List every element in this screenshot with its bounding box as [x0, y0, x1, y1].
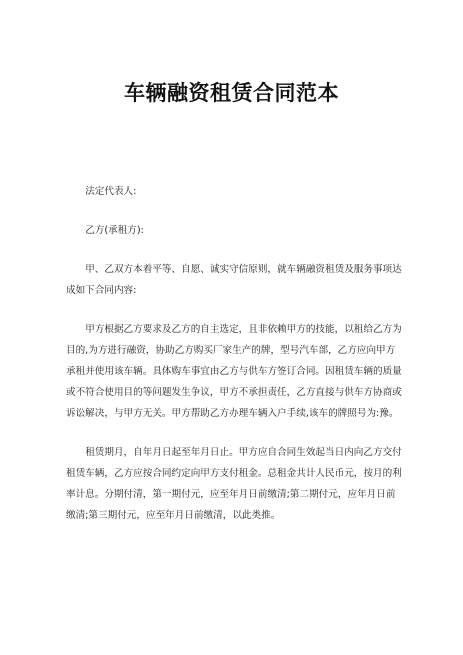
text-line: 成如下合同内容: — [66, 285, 137, 296]
document-body — [66, 181, 401, 544]
text-line: 法定代表人: — [85, 186, 137, 197]
paragraph-vehicle-purchase — [66, 319, 401, 424]
text-line: 承租并使用该车辆。具体购车事宜由乙方与供车方签订合同。因租赁车辆的质量 — [66, 366, 402, 377]
text-line: 乙方(承租方): — [85, 225, 144, 236]
paragraph-lease-term — [66, 442, 401, 526]
text-line: 租赁车辆，乙方应按合同约定向甲方支付租金。总租金共计人民币元，按月的利 — [66, 468, 402, 479]
text-line: 租赁期月，自年月日起至年月日止。甲方应自合同生效起当日内向乙方交付 — [85, 447, 402, 458]
text-line: 率计息。分期付清，第一期付元，应至年月日前缴清;第二期付元，应年月日前 — [66, 489, 396, 500]
text-line: 或不符合使用目的等问题发生争议，甲方不承担责任，乙方直接与供车方协商或 — [66, 387, 402, 398]
text-line: 甲方根据乙方要求及乙方的自主选定，且非依赖甲方的技能，以租给乙方为 — [85, 324, 402, 335]
paragraph-legal-representative — [66, 181, 401, 202]
paragraph-preamble — [66, 259, 401, 301]
text-line: 诉讼解决，与甲方无关。甲方帮助乙方办理车辆入户手续,该车的牌照号为:豫。 — [66, 408, 399, 419]
text-line: 目的,为方进行融资，协助乙方购买厂家生产的牌，型号汽车部，乙方应向甲方 — [66, 345, 396, 356]
document-title: 车辆融资租赁合同范本 — [124, 81, 339, 105]
paragraph-party-b — [66, 220, 401, 241]
text-line: 甲、乙双方本着平等、自愿、诚实守信原则，就车辆融资租赁及服务事项达 — [85, 264, 402, 275]
text-line: 缴清;第三期付元，应至年月日前缴清，以此类推。 — [66, 510, 281, 521]
